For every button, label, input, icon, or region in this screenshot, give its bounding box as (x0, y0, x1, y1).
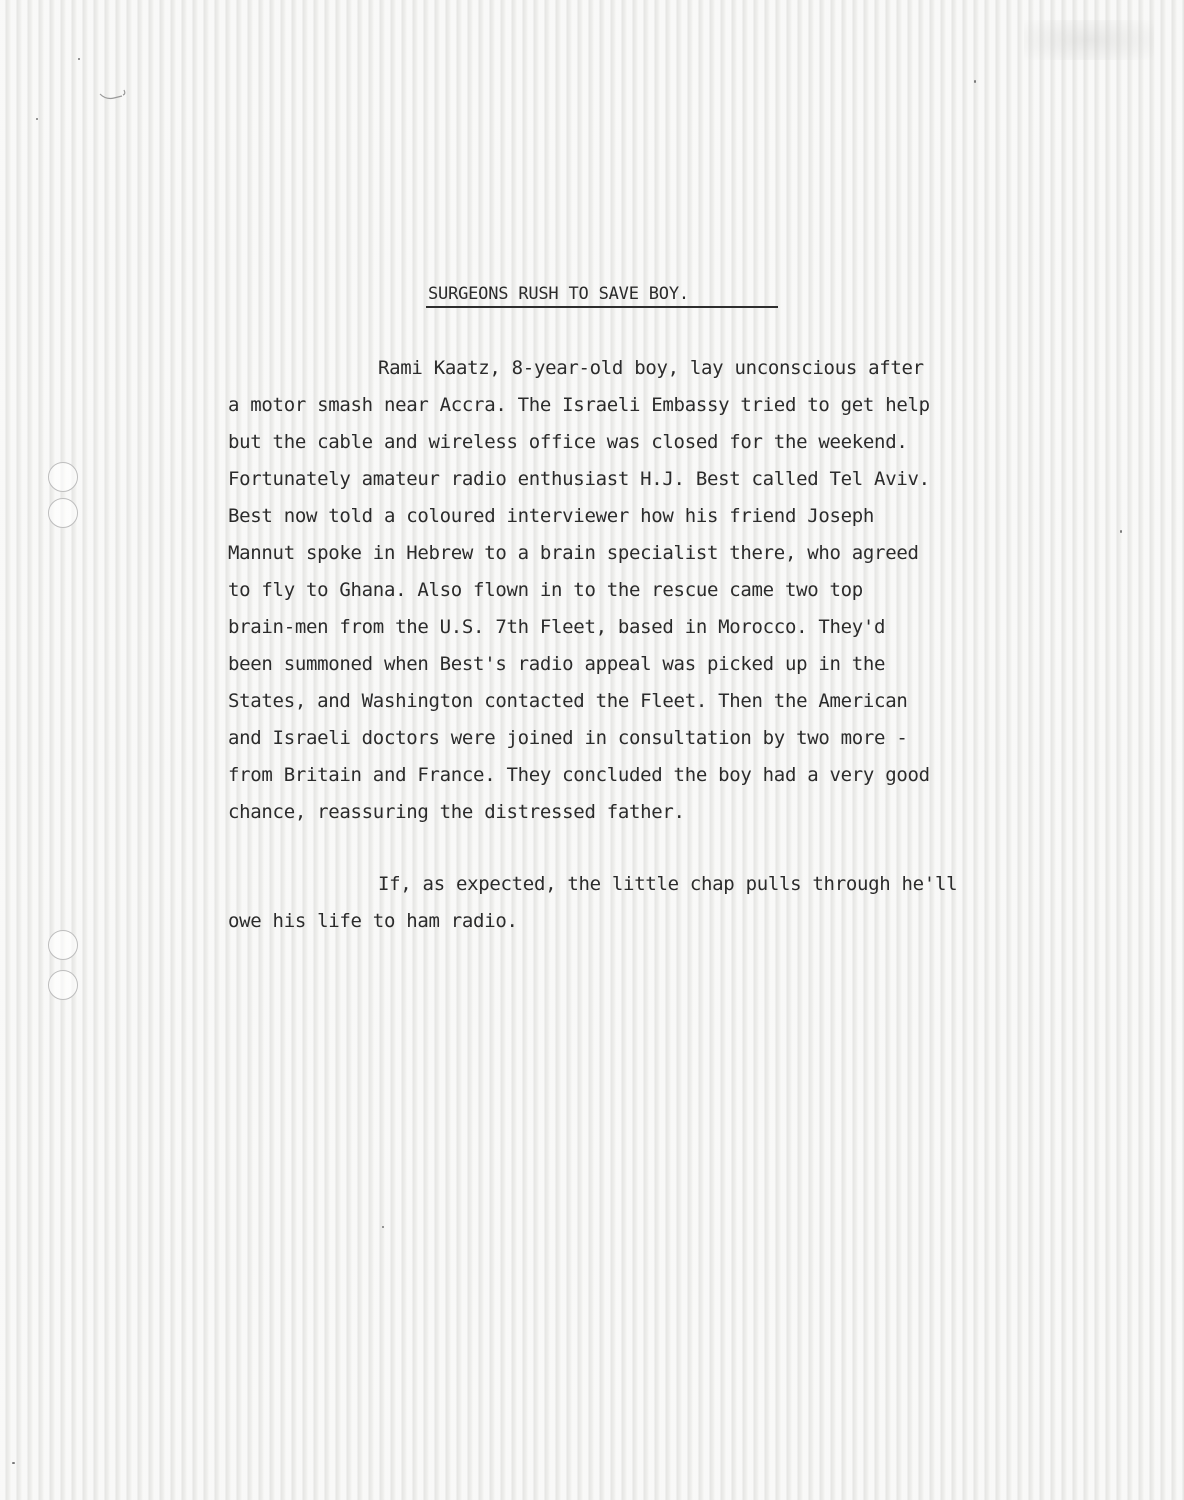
text-line: to fly to Ghana. Also flown in to the rescue came two top (228, 579, 863, 601)
speck (1120, 530, 1122, 533)
paragraph-2 (228, 866, 1048, 940)
speck (974, 80, 976, 83)
punch-hole-icon (48, 970, 78, 1000)
punch-hole-icon (48, 930, 78, 960)
text-line: Rami Kaatz, 8-year-old boy, lay unconscious after (378, 357, 924, 379)
scan-smudge (1024, 20, 1154, 60)
text-line: brain-men from the U.S. 7th Fleet, based in Morocco. They'd (228, 616, 886, 638)
page-title: SURGEONS RUSH TO SAVE BOY. (428, 284, 689, 304)
text-line: Fortunately amateur radio enthusiast H.J. Best called Tel Aviv. (228, 468, 930, 490)
text-line: been summoned when Best's radio appeal was picked up in the (228, 653, 886, 675)
text-line: from Britain and France. They concluded the boy had a very good (228, 764, 930, 786)
punch-hole-icon (48, 462, 78, 492)
text-line: If, as expected, the little chap pulls through he'll (378, 873, 958, 895)
text-line: and Israeli doctors were joined in consultation by two more - (228, 727, 908, 749)
text-line: Mannut spoke in Hebrew to a brain specialist there, who agreed (228, 542, 919, 564)
speck (36, 118, 38, 120)
text-line: States, and Washington contacted the Fleet. Then the American (228, 690, 908, 712)
text-line: chance, reassuring the distressed father. (228, 801, 685, 823)
speck (78, 58, 80, 60)
text-line: a motor smash near Accra. The Israeli Embassy tried to get help (228, 394, 930, 416)
paragraph-1 (228, 350, 1048, 831)
speck (382, 1226, 384, 1228)
pencil-mark-icon (96, 86, 136, 106)
text-line: owe his life to ham radio. (228, 910, 518, 932)
text-line: but the cable and wireless office was closed for the weekend. (228, 431, 908, 453)
punch-hole-icon (48, 498, 78, 528)
text-line: Best now told a coloured interviewer how his friend Joseph (228, 505, 875, 527)
title-underline (426, 306, 778, 308)
speck (12, 1462, 15, 1464)
